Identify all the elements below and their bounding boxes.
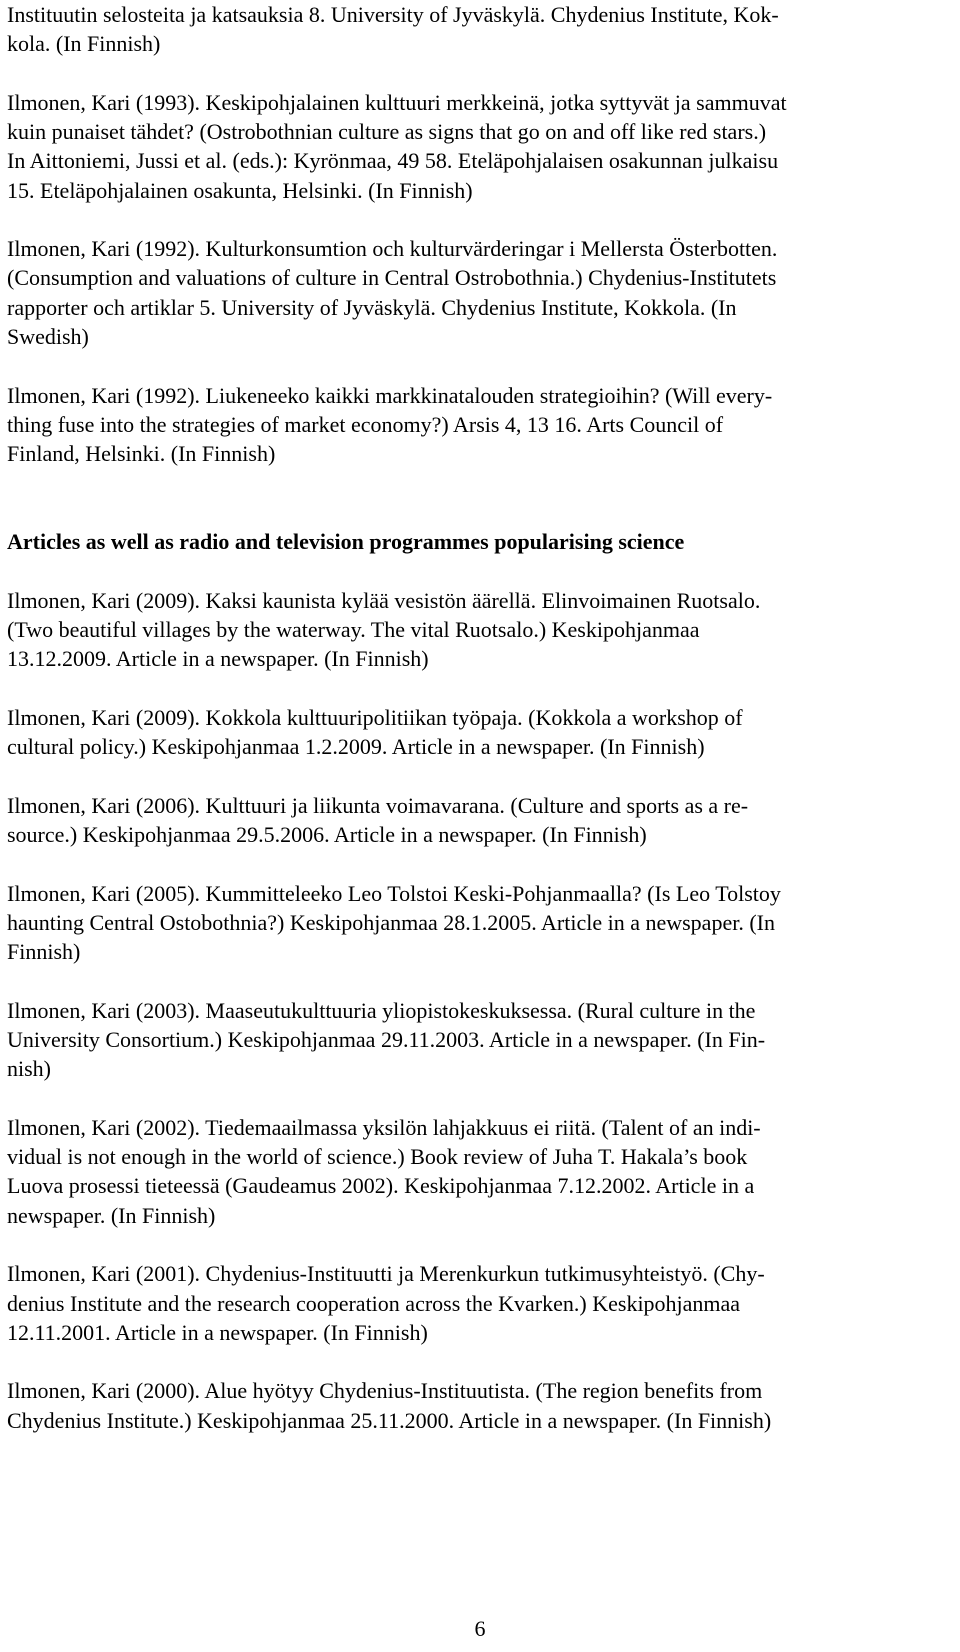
reference-entry: Ilmonen, Kari (2009). Kaksi kaunista kylää vesistön äärellä. Elinvoimainen Ruotsalo. (Two beautiful villages by the waterway. The vital Ruotsalo.) Keskipohjanmaa 13.12.2009. Article in a newspaper. (In Finnish) [7, 587, 761, 672]
page-number: 6 [474, 1616, 486, 1641]
reference-entry: Ilmonen, Kari (2002). Tiedemaailmassa yksilön lahjakkuus ei riitä. (Talent of an indi- vidual is not enough in the world of science.) Book review of Juha T. Hakala’s book Luova prosessi tieteessä (Gaudeamus 2002). Keskipohjanmaa 7.12.2002. Article in a newspaper. (In Finnish) [7, 1114, 761, 1228]
reference-entry: Ilmonen, Kari (2009). Kokkola kulttuuripolitiikan työpaja. (Kokkola a workshop of cultural policy.) Keskipohjanmaa 1.2.2009. Article in a newspaper. (In Finnish) [7, 704, 743, 760]
reference-entry: Ilmonen, Kari (1993). Keskipohjalainen kulttuuri merkkeinä, jotka syttyvät ja sammuvat kuin punaiset tähdet? (Ostrobothnian culture as signs that go on and off like red stars.) In Aittoniemi, Jussi et al. (eds.): Kyrönmaa, 49 58. Eteläpohjalaisen osakunnan julkaisu 15. Eteläpohjalainen osakunta, Helsinki. (In Finnish) [7, 89, 787, 203]
reference-entry: Ilmonen, Kari (1992). Liukeneeko kaikki markkinatalouden strategioihin? (Will every- thing fuse into the strategies of market economy?) Arsis 4, 13 16. Arts Council of Finland, Helsinki. (In Finnish) [7, 382, 773, 466]
reference-entry: Ilmonen, Kari (2005). Kummitteleeko Leo Tolstoi Keski-Pohjanmaalla? (Is Leo Tolstoy haunting Central Ostobothnia?) Keskipohjanmaa 28.1.2005. Article in a newspaper. (In Finnish) [7, 880, 781, 965]
reference-entry: Ilmonen, Kari (1992). Kulturkonsumtion och kulturvärderingar i Mellersta Österbotten. (Consumption and valuations of culture in Central Ostrobothnia.) Chydenius-Institutets rapporter och artiklar 5. University of Jyväskylä. Chydenius Institute, Kokkola. (In Swedish) [7, 236, 778, 349]
reference-entry: Instituutin selosteita ja katsauksia 8. University of Jyväskylä. Chydenius Institute, Kok- kola. (In Finnish) [7, 2, 779, 57]
reference-entry: Ilmonen, Kari (2000). Alue hyötyy Chydenius-Instituutista. (The region benefits from Chydenius Institute.) Keskipohjanmaa 25.11.2000. Article in a newspaper. (In Finnish) [7, 1378, 772, 1433]
reference-entry: Ilmonen, Kari (2003). Maaseutukulttuuria yliopistokeskuksessa. (Rural culture in the University Consortium.) Keskipohjanmaa 29.11.2003. Article in a newspaper. (In Fin- nish) [7, 997, 766, 1082]
reference-entry: Ilmonen, Kari (2001). Chydenius-Instituutti ja Merenkurkun tutkimusyhteistyö. (Chy- denius Institute and the research cooperation across the Kvarken.) Keskipohjanmaa 12.11.2001. Article in a newspaper. (In Finnish) [7, 1261, 765, 1345]
reference-entry: Ilmonen, Kari (2006). Kulttuuri ja liikunta voimavarana. (Culture and sports as a re- source.) Keskipohjanmaa 29.5.2006. Article in a newspaper. (In Finnish) [7, 792, 749, 848]
document-page [7, 0, 927, 1464]
section-heading: Articles as well as radio and television programmes popularising science [7, 529, 685, 555]
